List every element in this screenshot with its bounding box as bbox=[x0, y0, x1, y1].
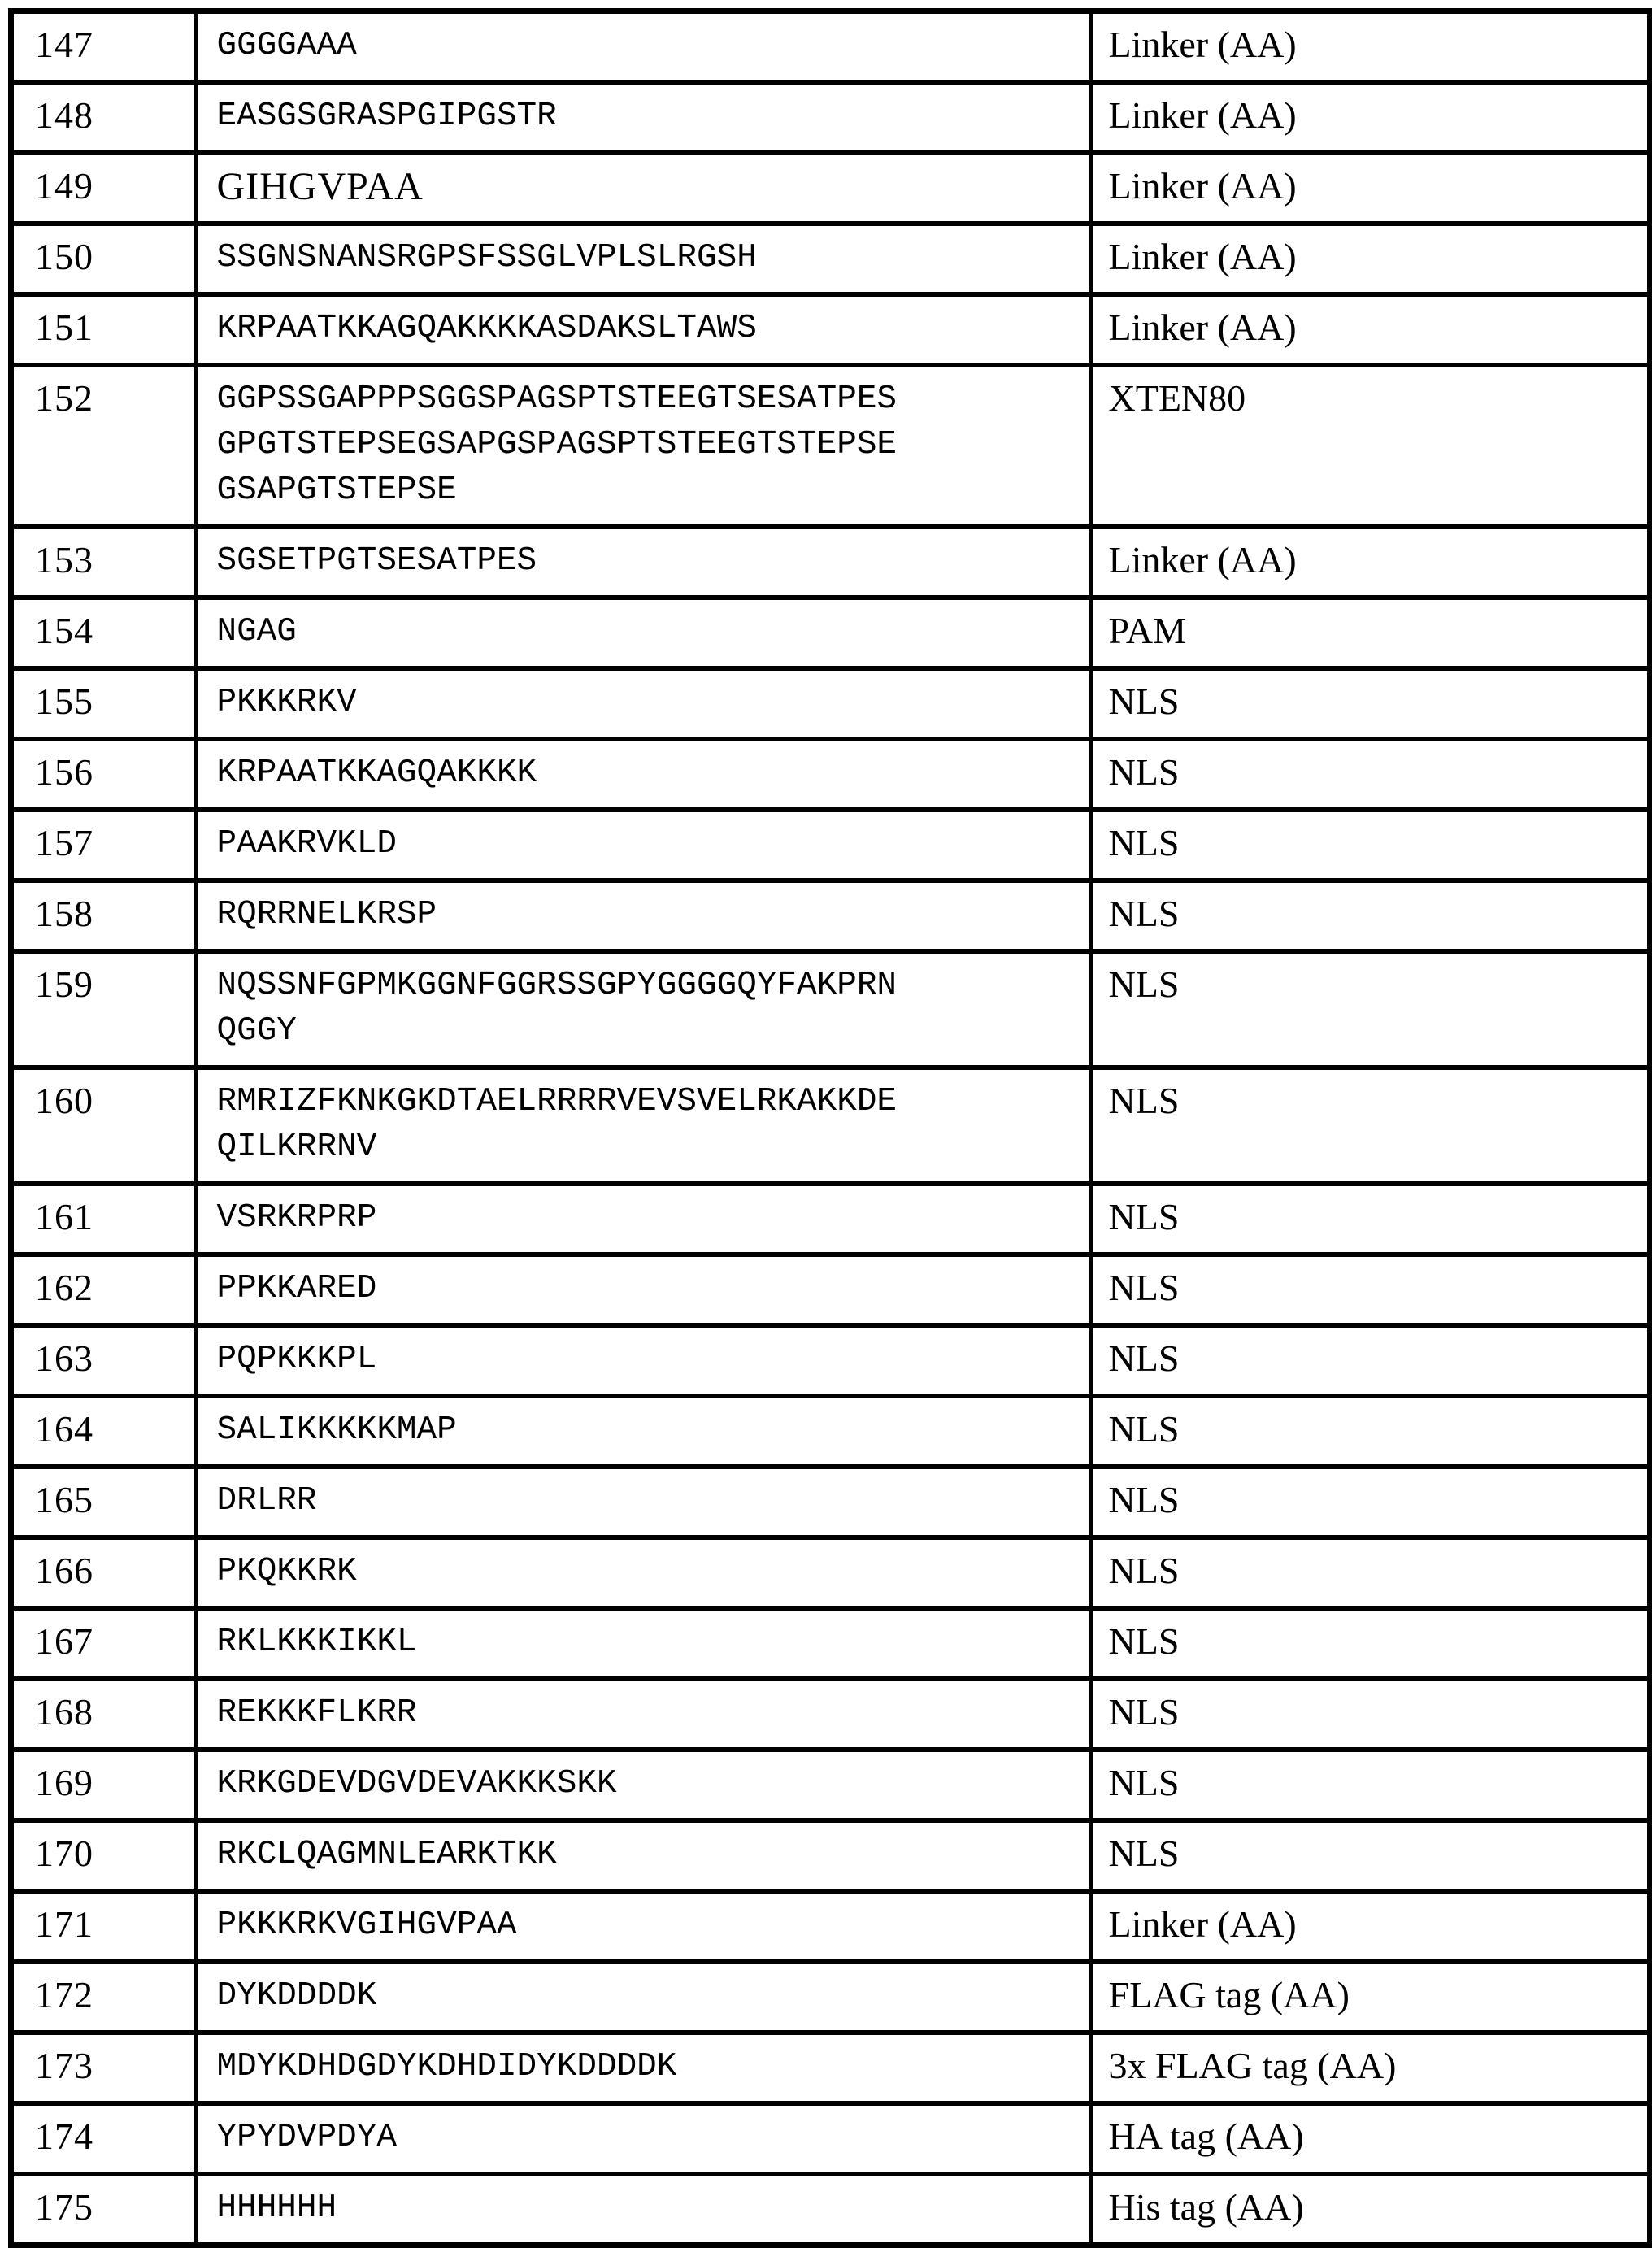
document-page bbox=[8, 8, 1652, 2248]
description-cell: His tag (AA) bbox=[1091, 2174, 1650, 2246]
description-cell: NLS bbox=[1091, 1254, 1650, 1325]
sequence-cell: GGPSSGAPPPSGGSPAGSPTSTEEGTSESATPES GPGTSTEPSEGSAPGSPAGSPTSTEEGTSTEPSE GSAPGTSTEPSE bbox=[196, 365, 1091, 527]
seq-id-cell: 150 bbox=[11, 224, 196, 294]
table-row bbox=[11, 881, 1650, 951]
description-cell: PAM bbox=[1091, 598, 1650, 668]
table-row bbox=[11, 668, 1650, 739]
sequence-cell: KRKGDEVDGVDEVAKKKSKK bbox=[196, 1750, 1091, 1820]
sequence-cell: PKKKRKVGIHGVPAA bbox=[196, 1891, 1091, 1962]
description-cell: NLS bbox=[1091, 668, 1650, 739]
seq-id-cell: 165 bbox=[11, 1467, 196, 1537]
description-cell: NLS bbox=[1091, 1184, 1650, 1254]
seq-id-cell: 148 bbox=[11, 82, 196, 153]
table-row bbox=[11, 598, 1650, 668]
description-cell: Linker (AA) bbox=[1091, 224, 1650, 294]
sequence-cell: KRPAATKKAGQAKKKK bbox=[196, 739, 1091, 810]
table-row bbox=[11, 810, 1650, 881]
seq-id-cell: 175 bbox=[11, 2174, 196, 2246]
seq-id-cell: 157 bbox=[11, 810, 196, 881]
description-cell: NLS bbox=[1091, 1820, 1650, 1891]
table-row bbox=[11, 365, 1650, 527]
sequence-cell: PKKKRKV bbox=[196, 668, 1091, 739]
description-cell: NLS bbox=[1091, 951, 1650, 1067]
table-row bbox=[11, 294, 1650, 365]
table-row bbox=[11, 1467, 1650, 1537]
seq-id-cell: 171 bbox=[11, 1891, 196, 1962]
sequence-cell: SALIKKKKKMAP bbox=[196, 1396, 1091, 1467]
sequence-cell: RKLKKKIKKL bbox=[196, 1608, 1091, 1679]
table-row bbox=[11, 1184, 1650, 1254]
sequence-cell: NGAG bbox=[196, 598, 1091, 668]
sequence-cell: GIHGVPAA bbox=[196, 153, 1091, 224]
sequence-cell: DYKDDDDK bbox=[196, 1962, 1091, 2033]
table-row bbox=[11, 153, 1650, 224]
description-cell: FLAG tag (AA) bbox=[1091, 1962, 1650, 2033]
description-cell: NLS bbox=[1091, 810, 1650, 881]
sequence-cell: NQSSNFGPMKGGNFGGRSSGPYGGGGQYFAKPRN QGGY bbox=[196, 951, 1091, 1067]
seq-id-cell: 147 bbox=[11, 11, 196, 83]
table-row bbox=[11, 1962, 1650, 2033]
sequence-cell: DRLRR bbox=[196, 1467, 1091, 1537]
description-cell: Linker (AA) bbox=[1091, 294, 1650, 365]
sequence-cell: RQRRNELKRSP bbox=[196, 881, 1091, 951]
sequence-cell: SGSETPGTSESATPES bbox=[196, 527, 1091, 598]
table-row bbox=[11, 1254, 1650, 1325]
sequence-cell: PKQKKRK bbox=[196, 1537, 1091, 1608]
seq-id-cell: 169 bbox=[11, 1750, 196, 1820]
sequence-cell: RMRIZFKNKGKDTAELRRRRVEVSVELRKAKKDE QILKRRNV bbox=[196, 1067, 1091, 1184]
description-cell: HA tag (AA) bbox=[1091, 2103, 1650, 2174]
description-cell: NLS bbox=[1091, 1608, 1650, 1679]
sequence-cell: HHHHHH bbox=[196, 2174, 1091, 2246]
description-cell: Linker (AA) bbox=[1091, 527, 1650, 598]
sequence-cell: RKCLQAGMNLEARKTKK bbox=[196, 1820, 1091, 1891]
description-cell: NLS bbox=[1091, 739, 1650, 810]
sequence-cell: KRPAATKKAGQAKKKKASDAKSLTAWS bbox=[196, 294, 1091, 365]
sequence-table bbox=[8, 8, 1652, 2248]
description-cell: NLS bbox=[1091, 1467, 1650, 1537]
description-cell: XTEN80 bbox=[1091, 365, 1650, 527]
table-row bbox=[11, 1820, 1650, 1891]
sequence-table-body bbox=[11, 11, 1650, 2246]
table-row bbox=[11, 2033, 1650, 2103]
description-cell: Linker (AA) bbox=[1091, 11, 1650, 83]
table-row bbox=[11, 1679, 1650, 1750]
description-cell: Linker (AA) bbox=[1091, 82, 1650, 153]
sequence-cell: SSGNSNANSRGPSFSSGLVPLSLRGSH bbox=[196, 224, 1091, 294]
seq-id-cell: 152 bbox=[11, 365, 196, 527]
table-row bbox=[11, 82, 1650, 153]
seq-id-cell: 162 bbox=[11, 1254, 196, 1325]
description-cell: NLS bbox=[1091, 881, 1650, 951]
sequence-cell: MDYKDHDGDYKDHDIDYKDDDDK bbox=[196, 2033, 1091, 2103]
seq-id-cell: 163 bbox=[11, 1325, 196, 1396]
table-row bbox=[11, 951, 1650, 1067]
seq-id-cell: 160 bbox=[11, 1067, 196, 1184]
seq-id-cell: 154 bbox=[11, 598, 196, 668]
seq-id-cell: 170 bbox=[11, 1820, 196, 1891]
seq-id-cell: 168 bbox=[11, 1679, 196, 1750]
table-row bbox=[11, 1608, 1650, 1679]
seq-id-cell: 156 bbox=[11, 739, 196, 810]
table-row bbox=[11, 2103, 1650, 2174]
table-row bbox=[11, 527, 1650, 598]
sequence-cell: YPYDVPDYA bbox=[196, 2103, 1091, 2174]
table-row bbox=[11, 11, 1650, 83]
table-row bbox=[11, 2174, 1650, 2246]
description-cell: NLS bbox=[1091, 1396, 1650, 1467]
sequence-cell: REKKKFLKRR bbox=[196, 1679, 1091, 1750]
description-cell: NLS bbox=[1091, 1325, 1650, 1396]
seq-id-cell: 164 bbox=[11, 1396, 196, 1467]
seq-id-cell: 172 bbox=[11, 1962, 196, 2033]
description-cell: 3x FLAG tag (AA) bbox=[1091, 2033, 1650, 2103]
sequence-cell: VSRKRPRP bbox=[196, 1184, 1091, 1254]
sequence-cell: PQPKKKPL bbox=[196, 1325, 1091, 1396]
description-cell: NLS bbox=[1091, 1067, 1650, 1184]
seq-id-cell: 166 bbox=[11, 1537, 196, 1608]
seq-id-cell: 174 bbox=[11, 2103, 196, 2174]
sequence-cell: GGGGAAA bbox=[196, 11, 1091, 83]
description-cell: NLS bbox=[1091, 1750, 1650, 1820]
seq-id-cell: 161 bbox=[11, 1184, 196, 1254]
seq-id-cell: 153 bbox=[11, 527, 196, 598]
table-row bbox=[11, 1537, 1650, 1608]
seq-id-cell: 158 bbox=[11, 881, 196, 951]
seq-id-cell: 149 bbox=[11, 153, 196, 224]
table-row bbox=[11, 739, 1650, 810]
sequence-cell: PAAKRVKLD bbox=[196, 810, 1091, 881]
table-row bbox=[11, 1325, 1650, 1396]
description-cell: Linker (AA) bbox=[1091, 153, 1650, 224]
table-row bbox=[11, 224, 1650, 294]
description-cell: NLS bbox=[1091, 1679, 1650, 1750]
seq-id-cell: 159 bbox=[11, 951, 196, 1067]
table-row bbox=[11, 1067, 1650, 1184]
description-cell: NLS bbox=[1091, 1537, 1650, 1608]
sequence-cell: PPKKARED bbox=[196, 1254, 1091, 1325]
table-row bbox=[11, 1891, 1650, 1962]
seq-id-cell: 151 bbox=[11, 294, 196, 365]
description-cell: Linker (AA) bbox=[1091, 1891, 1650, 1962]
seq-id-cell: 155 bbox=[11, 668, 196, 739]
table-row bbox=[11, 1750, 1650, 1820]
table-row bbox=[11, 1396, 1650, 1467]
seq-id-cell: 173 bbox=[11, 2033, 196, 2103]
seq-id-cell: 167 bbox=[11, 1608, 196, 1679]
sequence-cell: EASGSGRASPGIPGSTR bbox=[196, 82, 1091, 153]
